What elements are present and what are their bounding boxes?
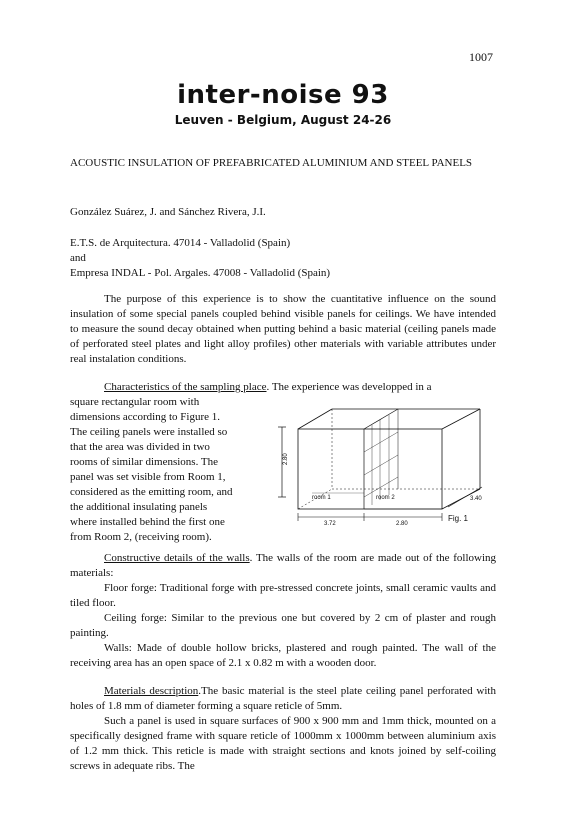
abstract-text: The purpose of this experience is to show the cuantitative influence on the sound insulation of some special panels coupled behind visible panels for ceilings. We have intended to measure the sound decay obtained when putting behind a basic material (ceiling panels made of perforated steel plates and light alloy profiles) other materials with variable attributes under real instalation conditions. xyxy=(70,293,496,365)
fig-dim-room2: 2.80 xyxy=(396,521,408,527)
section1-heading: Characteristics of the sampling place xyxy=(104,381,267,393)
section1-line: panel was set visible from Room 1, xyxy=(70,471,226,483)
section1-line: The ceiling panels were installed so xyxy=(70,426,228,438)
conference-title: inter-noise 93 xyxy=(177,80,389,110)
fig-dim-room1: 3.72 xyxy=(324,521,336,527)
section1-line: the additional insulating panels xyxy=(70,501,208,513)
section2-walls: Walls: Made of double hollow bricks, plastered and rough painted. The wall of the receiving area has an open space of 2.1 x 0.82 m with a wooden door. xyxy=(70,642,496,669)
section1-line: rooms of similar dimensions. The xyxy=(70,456,218,468)
section3-lead-paragraph: Materials description.The basic material is the steel plate ceiling panel perforated with holes of 1.8 mm of diameter forming a square reticle of 5mm. xyxy=(70,685,496,712)
affiliations xyxy=(70,236,496,281)
fig-dim-height: 2.80 xyxy=(283,453,289,465)
section1-line: where installed behind the first one xyxy=(70,516,225,528)
section-walls xyxy=(70,551,496,671)
section2-lead: The walls of the room are made out of the following materials: xyxy=(70,552,497,579)
section3-heading: Materials description xyxy=(104,685,199,697)
section1-line: dimensions according to Figure 1. xyxy=(70,411,221,423)
fig-room-1-label: room 1 xyxy=(312,495,331,501)
section2-heading: Constructive details of the walls xyxy=(104,552,250,564)
section1-line: that the area was divided in two xyxy=(70,441,210,453)
section1-line: considered as the emitting room, and xyxy=(70,486,233,498)
abstract xyxy=(70,292,496,367)
section1-line: from Room 2, (receiving room). xyxy=(70,531,212,543)
section1-line: square rectangular room with xyxy=(70,396,200,408)
figure-1-room-diagram xyxy=(272,397,498,527)
affiliation-and: and xyxy=(70,252,86,264)
fig-room-2-label: room 2 xyxy=(376,495,395,501)
section2-lead-paragraph: Constructive details of the walls. The walls of the room are made out of the following materials: xyxy=(70,552,497,579)
authors: González Suárez, J. and Sánchez Rivera, J.I. xyxy=(70,206,266,218)
conference-subtitle: Leuven - Belgium, August 24-26 xyxy=(174,113,392,127)
section2-floor: Floor forge: Traditional forge with pre-stressed concrete joints, small ceramic vaults and tiled floor. xyxy=(70,582,496,609)
section1-lead: The experience was developped in a xyxy=(271,381,432,393)
page-number: 1007 xyxy=(469,50,493,64)
paper-title: ACOUSTIC INSULATION OF PREFABRICATED ALUMINIUM AND STEEL PANELS xyxy=(70,157,473,169)
section2-ceiling: Ceiling forge: Similar to the previous one but covered by 2 cm of plaster and rough painting. xyxy=(70,612,496,639)
figure-caption: Fig. 1 xyxy=(448,514,469,523)
section1-first-line: Characteristics of the sampling place. The experience was developped in a xyxy=(104,381,432,393)
section1-wrapped-text xyxy=(70,395,266,545)
affiliation-1: E.T.S. de Arquitectura. 47014 - Valladolid (Spain) xyxy=(70,237,291,249)
affiliation-2: Empresa INDAL - Pol. Argales. 47008 - Valladolid (Spain) xyxy=(70,267,331,279)
section3-paragraph-2: Such a panel is used in square surfaces of 900 x 900 mm and 1mm thick, mounted on a specifically designed frame with square reticle of 1000mm x 1000mm between aluminium axis of 1.2 mm thick. This reticle is made with straight sections and knots joined by self-coiling screws in adequate ribs. The xyxy=(70,715,496,772)
section-materials xyxy=(70,684,496,774)
fig-dim-depth: 3.40 xyxy=(470,496,482,502)
section3-lead: The basic material is the steel plate ceiling panel perforated with holes of 1.8 mm of diameter forming a square reticle of 5mm. xyxy=(70,685,496,712)
